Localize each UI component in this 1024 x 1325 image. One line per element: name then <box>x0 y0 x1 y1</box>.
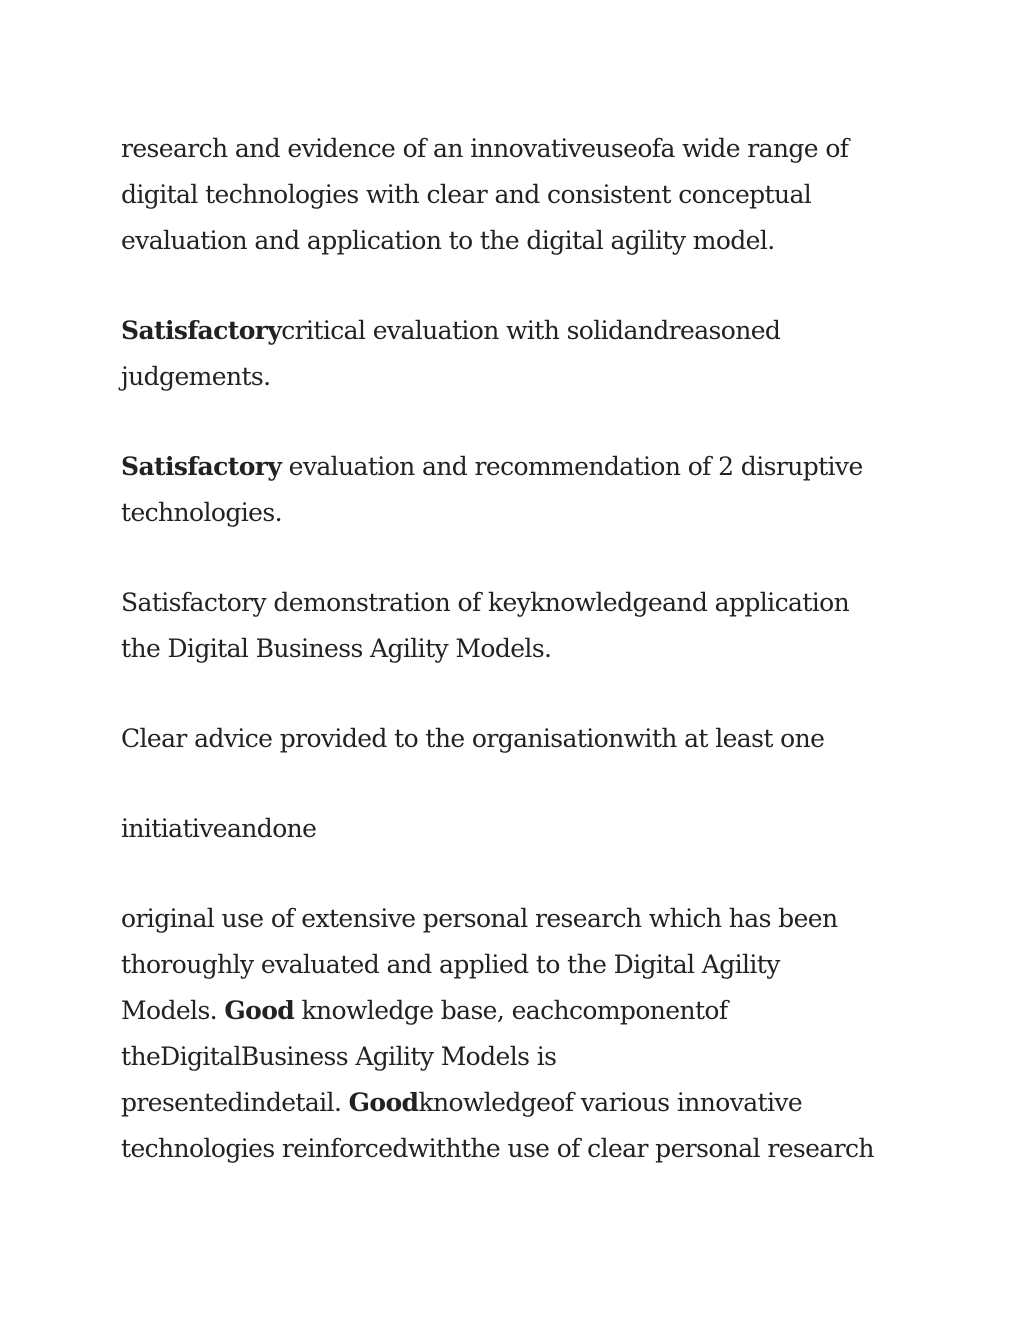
bold-text: Good <box>224 996 295 1025</box>
text-line <box>121 942 911 988</box>
text-run: Satisfactory demonstration of keyknowledgeand application <box>121 588 850 617</box>
text-line <box>121 580 911 626</box>
document-body <box>121 126 911 1216</box>
text-line <box>121 988 911 1034</box>
text-run: technologies. <box>121 498 282 527</box>
text-run: critical evaluation with solidandreasoned <box>281 316 781 345</box>
text-run: digital technologies with clear and consistent conceptual <box>121 180 812 209</box>
text-line <box>121 444 911 490</box>
text-line <box>121 354 911 400</box>
text-run: thoroughly evaluated and applied to the Digital Agility <box>121 950 780 979</box>
text-run: theDigitalBusiness Agility Models is <box>121 1042 557 1071</box>
text-line <box>121 218 911 264</box>
text-run: Clear advice provided to the organisationwith at least one <box>121 724 825 753</box>
text-run: knowledge base, eachcomponentof <box>294 996 728 1025</box>
text-run: Models. <box>121 996 225 1025</box>
text-line <box>121 716 911 762</box>
paragraph <box>121 806 911 852</box>
paragraph <box>121 716 911 762</box>
text-line <box>121 626 911 672</box>
text-run: evaluation and recommendation of 2 disruptive <box>281 452 863 481</box>
text-line <box>121 172 911 218</box>
bold-text: Satisfactory <box>121 316 282 345</box>
text-line <box>121 896 911 942</box>
text-run: technologies reinforcedwiththe use of clear personal research <box>121 1134 874 1163</box>
text-line <box>121 490 911 536</box>
paragraph <box>121 896 911 1172</box>
text-run: initiativeandone <box>121 814 317 843</box>
text-line <box>121 806 911 852</box>
text-run: knowledgeof various innovative <box>418 1088 803 1117</box>
text-line <box>121 126 911 172</box>
text-line <box>121 1080 911 1126</box>
text-run: evaluation and application to the digital agility model. <box>121 226 775 255</box>
text-run: presentedindetail. <box>121 1088 349 1117</box>
text-run: judgements. <box>121 362 271 391</box>
text-run: the Digital Business Agility Models. <box>121 634 552 663</box>
text-line <box>121 1126 911 1172</box>
paragraph <box>121 308 911 400</box>
text-line <box>121 308 911 354</box>
text-run: original use of extensive personal research which has been <box>121 904 838 933</box>
text-run: research and evidence of an innovativeuseofa wide range of <box>121 134 849 163</box>
text-line <box>121 1034 911 1080</box>
paragraph <box>121 444 911 536</box>
paragraph <box>121 580 911 672</box>
bold-text: Good <box>348 1088 419 1117</box>
bold-text: Satisfactory <box>121 452 282 481</box>
paragraph <box>121 126 911 264</box>
